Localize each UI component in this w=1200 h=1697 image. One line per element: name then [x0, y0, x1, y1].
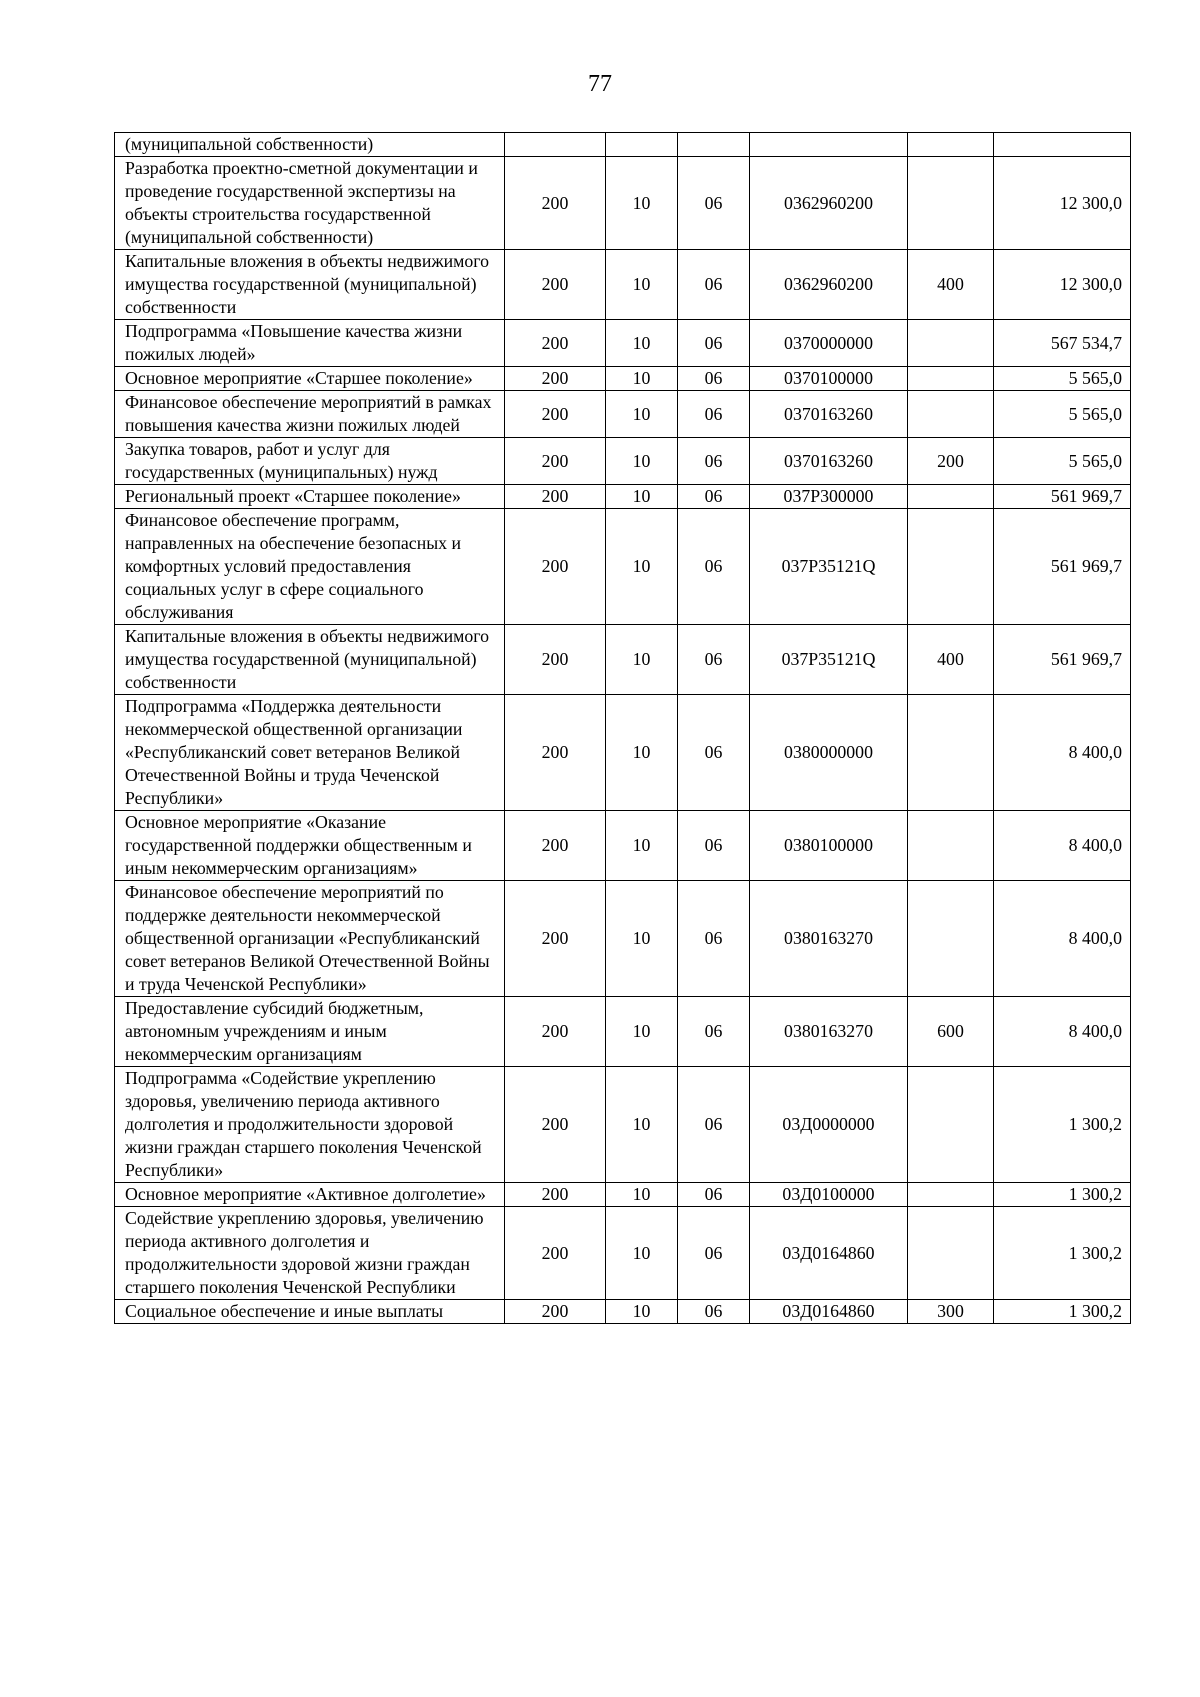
cell-subsection: 06: [678, 250, 750, 320]
table-row: [115, 997, 1131, 1067]
cell-section: 10: [606, 1207, 678, 1300]
cell-ministry-code: 200: [505, 1067, 606, 1183]
cell-target-article: 037P35121Q: [750, 509, 908, 625]
cell-ministry-code: 200: [505, 250, 606, 320]
cell-section: 10: [606, 391, 678, 438]
cell-expense-type: [908, 133, 994, 157]
cell-ministry-code: 200: [505, 695, 606, 811]
cell-subsection: 06: [678, 811, 750, 881]
cell-expense-type: [908, 811, 994, 881]
cell-section: 10: [606, 695, 678, 811]
cell-subsection: 06: [678, 997, 750, 1067]
cell-target-article: [750, 133, 908, 157]
cell-name: (муниципальной собственности): [115, 133, 505, 157]
cell-ministry-code: 200: [505, 391, 606, 438]
cell-amount: 5 565,0: [994, 438, 1131, 485]
cell-target-article: 0380163270: [750, 881, 908, 997]
cell-section: 10: [606, 997, 678, 1067]
cell-section: 10: [606, 320, 678, 367]
cell-name: Подпрограмма «Поддержка деятельности некоммерческой общественной организации «Республиканский совет ветеранов Великой Отечественной Войны и труда Чеченской Республики»: [115, 695, 505, 811]
cell-ministry-code: 200: [505, 485, 606, 509]
table-row: [115, 157, 1131, 250]
cell-amount: 8 400,0: [994, 695, 1131, 811]
cell-amount: 12 300,0: [994, 250, 1131, 320]
cell-section: 10: [606, 509, 678, 625]
cell-ministry-code: 200: [505, 367, 606, 391]
table-row: [115, 509, 1131, 625]
cell-amount: 1 300,2: [994, 1183, 1131, 1207]
cell-target-article: 0370163260: [750, 391, 908, 438]
cell-name: Финансовое обеспечение программ, направленных на обеспечение безопасных и комфортных условий предоставления социальных услуг в сфере социального обслуживания: [115, 509, 505, 625]
cell-target-article: 03Д0100000: [750, 1183, 908, 1207]
cell-section: 10: [606, 1300, 678, 1324]
table-row: [115, 438, 1131, 485]
cell-expense-type: 200: [908, 438, 994, 485]
cell-subsection: 06: [678, 391, 750, 438]
table-row: [115, 250, 1131, 320]
table-row: [115, 1183, 1131, 1207]
cell-ministry-code: 200: [505, 1183, 606, 1207]
cell-ministry-code: 200: [505, 438, 606, 485]
cell-expense-type: 400: [908, 250, 994, 320]
cell-name: Социальное обеспечение и иные выплаты: [115, 1300, 505, 1324]
cell-subsection: 06: [678, 438, 750, 485]
cell-amount: 1 300,2: [994, 1067, 1131, 1183]
cell-target-article: 03Д0164860: [750, 1207, 908, 1300]
budget-table: [114, 132, 1131, 1324]
cell-expense-type: [908, 1067, 994, 1183]
cell-section: 10: [606, 1183, 678, 1207]
cell-name: Основное мероприятие «Активное долголетие»: [115, 1183, 505, 1207]
cell-expense-type: [908, 1183, 994, 1207]
cell-amount: 8 400,0: [994, 881, 1131, 997]
cell-expense-type: [908, 391, 994, 438]
cell-section: 10: [606, 367, 678, 391]
table-row: [115, 485, 1131, 509]
table-row: [115, 133, 1131, 157]
cell-ministry-code: 200: [505, 509, 606, 625]
table-row: [115, 881, 1131, 997]
cell-subsection: 06: [678, 881, 750, 997]
cell-target-article: 03Д0164860: [750, 1300, 908, 1324]
cell-expense-type: 300: [908, 1300, 994, 1324]
page-number: 77: [588, 71, 612, 97]
cell-name: Содействие укреплению здоровья, увеличению периода активного долголетия и продолжительности здоровой жизни граждан старшего поколения Чеченской Республики: [115, 1207, 505, 1300]
cell-ministry-code: 200: [505, 811, 606, 881]
cell-ministry-code: [505, 133, 606, 157]
budget-table-body: [115, 133, 1131, 1324]
cell-expense-type: [908, 695, 994, 811]
cell-amount: 12 300,0: [994, 157, 1131, 250]
cell-section: 10: [606, 157, 678, 250]
cell-ministry-code: 200: [505, 1207, 606, 1300]
cell-subsection: 06: [678, 1067, 750, 1183]
cell-ministry-code: 200: [505, 1300, 606, 1324]
cell-expense-type: [908, 485, 994, 509]
cell-target-article: 0370000000: [750, 320, 908, 367]
cell-target-article: 0370163260: [750, 438, 908, 485]
cell-subsection: 06: [678, 1183, 750, 1207]
cell-ministry-code: 200: [505, 320, 606, 367]
cell-name: Основное мероприятие «Оказание государственной поддержки общественным и иным некоммерческим организациям»: [115, 811, 505, 881]
cell-amount: 8 400,0: [994, 811, 1131, 881]
cell-target-article: 03Д0000000: [750, 1067, 908, 1183]
cell-name: Разработка проектно-сметной документации и проведение государственной экспертизы на объекты строительства государственной (муниципальной собственности): [115, 157, 505, 250]
cell-section: [606, 133, 678, 157]
cell-subsection: 06: [678, 509, 750, 625]
cell-target-article: 0362960200: [750, 157, 908, 250]
cell-name: Подпрограмма «Содействие укреплению здоровья, увеличению периода активного долголетия и продолжительности здоровой жизни граждан старшего поколения Чеченской Республики»: [115, 1067, 505, 1183]
cell-name: Финансовое обеспечение мероприятий по поддержке деятельности некоммерческой общественной организации «Республиканский совет ветеранов Великой Отечественной Войны и труда Чеченской Республики»: [115, 881, 505, 997]
table-row: [115, 367, 1131, 391]
cell-amount: 1 300,2: [994, 1207, 1131, 1300]
cell-ministry-code: 200: [505, 881, 606, 997]
cell-name: Капитальные вложения в объекты недвижимого имущества государственной (муниципальной) собственности: [115, 625, 505, 695]
cell-target-article: 0380000000: [750, 695, 908, 811]
table-row: [115, 391, 1131, 438]
cell-amount: 8 400,0: [994, 997, 1131, 1067]
table-row: [115, 625, 1131, 695]
cell-expense-type: [908, 881, 994, 997]
cell-expense-type: 600: [908, 997, 994, 1067]
cell-section: 10: [606, 811, 678, 881]
cell-section: 10: [606, 485, 678, 509]
cell-name: Капитальные вложения в объекты недвижимого имущества государственной (муниципальной) собственности: [115, 250, 505, 320]
table-row: [115, 1300, 1131, 1324]
cell-amount: [994, 133, 1131, 157]
cell-target-article: 037P300000: [750, 485, 908, 509]
cell-ministry-code: 200: [505, 997, 606, 1067]
cell-expense-type: [908, 509, 994, 625]
cell-amount: 561 969,7: [994, 625, 1131, 695]
cell-amount: 5 565,0: [994, 367, 1131, 391]
cell-expense-type: [908, 320, 994, 367]
cell-subsection: 06: [678, 157, 750, 250]
cell-name: Предоставление субсидий бюджетным, автономным учреждениям и иным некоммерческим организациям: [115, 997, 505, 1067]
cell-expense-type: [908, 367, 994, 391]
cell-subsection: 06: [678, 320, 750, 367]
table-row: [115, 1207, 1131, 1300]
cell-target-article: 0380163270: [750, 997, 908, 1067]
cell-section: 10: [606, 625, 678, 695]
cell-section: 10: [606, 438, 678, 485]
cell-name: Финансовое обеспечение мероприятий в рамках повышения качества жизни пожилых людей: [115, 391, 505, 438]
cell-subsection: 06: [678, 367, 750, 391]
table-row: [115, 320, 1131, 367]
cell-target-article: 037P35121Q: [750, 625, 908, 695]
cell-target-article: 0380100000: [750, 811, 908, 881]
cell-name: Закупка товаров, работ и услуг для государственных (муниципальных) нужд: [115, 438, 505, 485]
cell-ministry-code: 200: [505, 157, 606, 250]
table-row: [115, 811, 1131, 881]
cell-amount: 1 300,2: [994, 1300, 1131, 1324]
cell-amount: 561 969,7: [994, 485, 1131, 509]
cell-target-article: 0370100000: [750, 367, 908, 391]
cell-name: Основное мероприятие «Старшее поколение»: [115, 367, 505, 391]
cell-amount: 561 969,7: [994, 509, 1131, 625]
cell-section: 10: [606, 881, 678, 997]
cell-amount: 5 565,0: [994, 391, 1131, 438]
cell-ministry-code: 200: [505, 625, 606, 695]
cell-subsection: 06: [678, 485, 750, 509]
cell-amount: 567 534,7: [994, 320, 1131, 367]
table-row: [115, 695, 1131, 811]
cell-expense-type: 400: [908, 625, 994, 695]
cell-subsection: 06: [678, 695, 750, 811]
cell-target-article: 0362960200: [750, 250, 908, 320]
cell-name: Подпрограмма «Повышение качества жизни пожилых людей»: [115, 320, 505, 367]
cell-name: Региональный проект «Старшее поколение»: [115, 485, 505, 509]
cell-subsection: 06: [678, 1300, 750, 1324]
cell-section: 10: [606, 250, 678, 320]
cell-expense-type: [908, 1207, 994, 1300]
cell-subsection: 06: [678, 625, 750, 695]
cell-section: 10: [606, 1067, 678, 1183]
cell-subsection: 06: [678, 1207, 750, 1300]
cell-subsection: [678, 133, 750, 157]
table-row: [115, 1067, 1131, 1183]
cell-expense-type: [908, 157, 994, 250]
